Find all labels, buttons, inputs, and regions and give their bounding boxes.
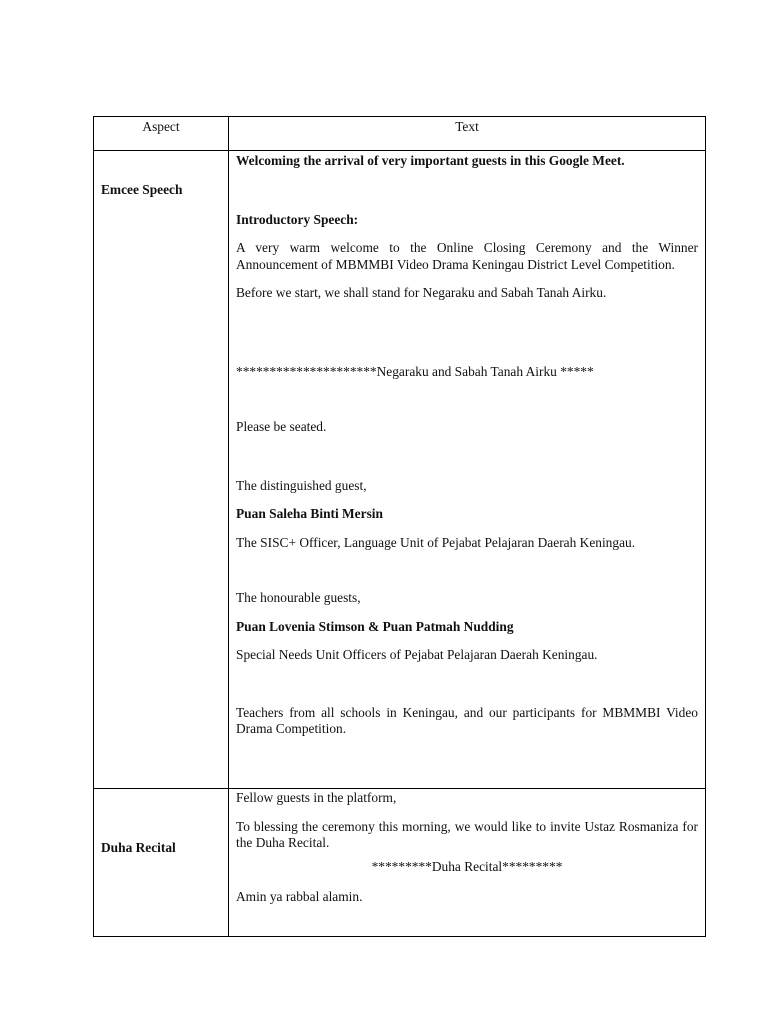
paragraph: A very warm welcome to the Online Closing Ceremony and the Winner Announcement of MBMMBI Video Drama Keningau District Level Competition. — [236, 240, 698, 272]
header-text: Text — [229, 117, 706, 151]
aspect-cell — [94, 151, 229, 789]
text-cell — [229, 789, 706, 937]
emcee-script-table — [93, 116, 706, 937]
paragraph: Fellow guests in the platform, — [236, 790, 397, 805]
table-header-row — [94, 117, 706, 151]
paragraph: Puan Saleha Binti Mersin — [236, 506, 383, 521]
table-row — [94, 789, 706, 937]
aspect-cell — [94, 789, 229, 937]
paragraph: Puan Lovenia Stimson & Puan Patmah Nudding — [236, 618, 514, 634]
paragraph: The honourable guests, — [236, 590, 361, 605]
paragraph: The SISC+ Officer, Language Unit of Pejabat Pelajaran Daerah Keningau. — [236, 534, 636, 550]
paragraph: Teachers from all schools in Keningau, and our participants for MBMMBI Video Drama Competition. — [236, 704, 698, 736]
paragraph: Welcoming the arrival of very important guests in this Google Meet. — [236, 153, 625, 168]
table-row — [94, 151, 706, 789]
paragraph: *********Duha Recital********* — [371, 858, 563, 874]
text-cell — [229, 151, 706, 789]
paragraph: *********************Negaraku and Sabah Tanah Airku ***** — [236, 363, 594, 379]
aspect-label: Emcee Speech — [101, 182, 183, 197]
header-aspect: Aspect — [94, 117, 229, 151]
paragraph: Amin ya rabbal alamin. — [236, 889, 363, 904]
paragraph: The distinguished guest, — [236, 477, 367, 493]
paragraph: Special Needs Unit Officers of Pejabat Pelajaran Daerah Keningau. — [236, 647, 598, 662]
paragraph: Please be seated. — [236, 419, 327, 434]
paragraph: Before we start, we shall stand for Negaraku and Sabah Tanah Airku. — [236, 285, 607, 300]
paragraph: To blessing the ceremony this morning, we would like to invite Ustaz Rosmaniza for the Duha Recital. — [236, 818, 698, 850]
aspect-label: Duha Recital — [101, 840, 176, 855]
paragraph: Introductory Speech: — [236, 211, 359, 227]
